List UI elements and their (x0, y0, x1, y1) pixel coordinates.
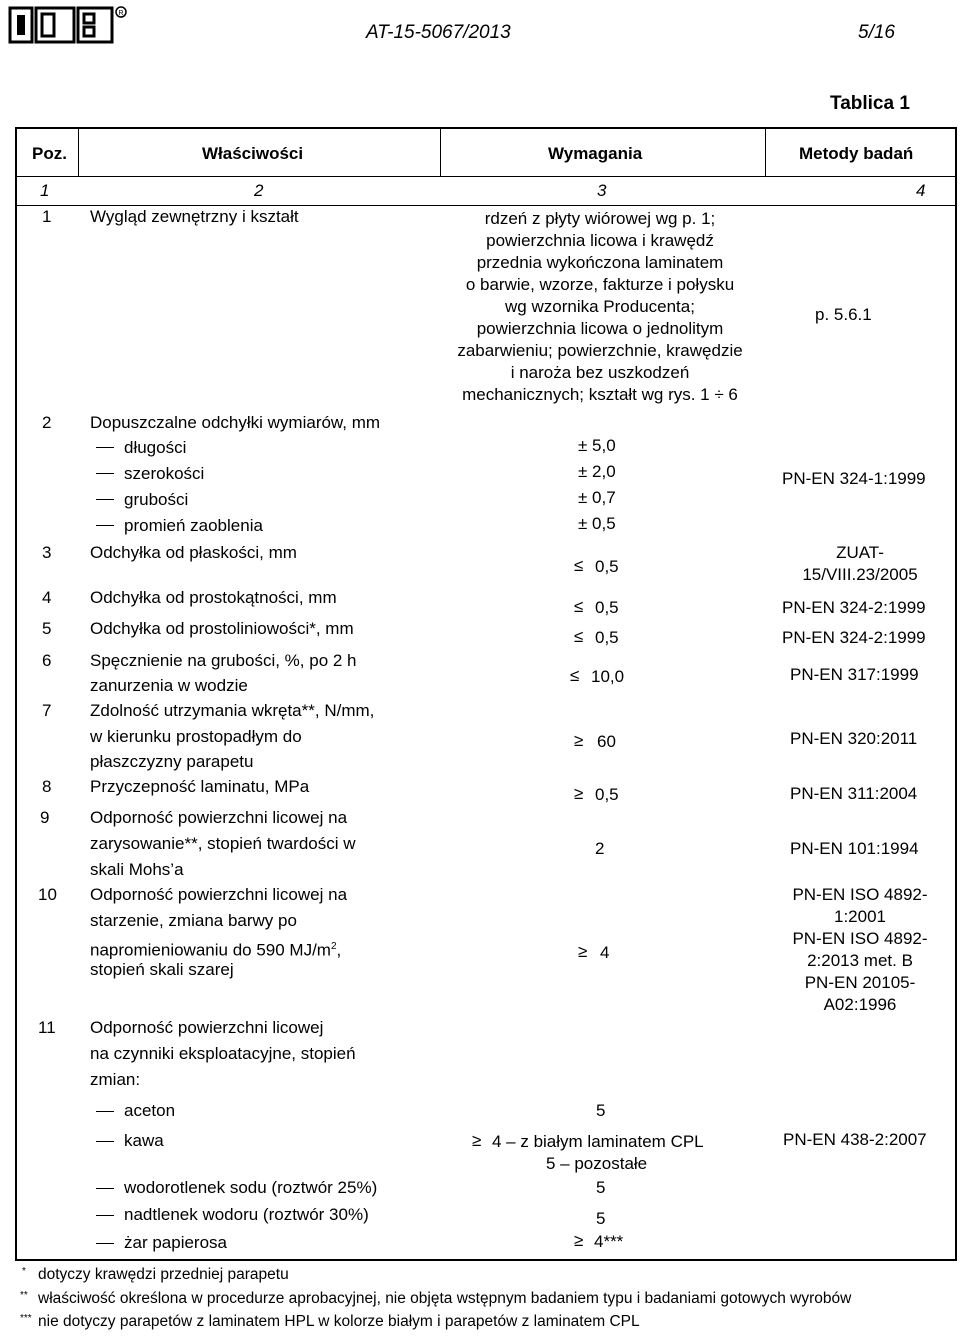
requirement: 60 (597, 732, 616, 751)
property: Odporność powierzchni licowej na (90, 885, 348, 904)
requirement: 4*** (594, 1232, 624, 1251)
requirement: 5 (596, 1101, 606, 1120)
test-method: PN-EN 438-2:2007 (783, 1130, 927, 1149)
sub-property: kawa (124, 1131, 164, 1150)
property: w kierunku prostopadłym do (90, 727, 302, 746)
test-method: ZUAT- (836, 543, 884, 562)
test-method: PN-EN 324-1:1999 (782, 469, 926, 488)
less-equal-icon: ≤ (570, 666, 580, 685)
requirement: 0,5 (595, 557, 619, 576)
property-text: napromieniowaniu do 590 MJ/m (90, 940, 331, 960)
property: zanurzenia w wodzie (90, 676, 248, 695)
row-number: 9 (40, 808, 50, 827)
property: stopień skali szarej (90, 960, 234, 979)
col-number-4: 4 (916, 181, 926, 200)
requirement: ± 5,0 (578, 436, 616, 455)
requirement: 0,5 (595, 785, 619, 804)
header-properties: Właściwości (202, 144, 304, 163)
sub-property: aceton (124, 1101, 176, 1120)
property: Odporność powierzchni licowej (90, 1018, 324, 1037)
header-methods: Metody badań (799, 144, 914, 163)
requirement: ± 0,5 (578, 514, 616, 533)
property (90, 936, 341, 962)
row-number: 4 (42, 588, 52, 607)
greater-equal-icon: ≥ (574, 731, 584, 750)
row-number: 8 (42, 777, 52, 796)
property-text: , (336, 940, 342, 960)
requirement-line: wg wzornika Producenta; (505, 297, 695, 316)
requirement: 4 – z białym laminatem CPL (492, 1132, 704, 1151)
row-number: 10 (38, 885, 57, 904)
dash-icon (96, 473, 114, 474)
requirement-line: przednia wykończona laminatem (476, 253, 724, 272)
test-method: 15/VIII.23/2005 (802, 565, 918, 584)
test-method: PN-EN ISO 4892- (792, 929, 928, 948)
property: Odchyłka od prostoliniowości*, mm (90, 619, 354, 638)
footnote-mark: *** (20, 1313, 32, 1324)
page-number: 5/16 (858, 22, 895, 43)
requirement: 5 (596, 1209, 606, 1228)
greater-equal-icon: ≥ (578, 942, 588, 961)
row-number: 7 (42, 701, 52, 720)
property: skali Mohs’a (90, 860, 184, 879)
footnote-mark: * (22, 1266, 26, 1277)
row-number: 5 (42, 619, 52, 638)
test-method: PN-EN 324-2:1999 (782, 628, 926, 647)
greater-equal-icon: ≥ (574, 784, 584, 803)
less-equal-icon: ≤ (574, 597, 584, 616)
footnote-mark: ** (20, 1290, 28, 1301)
footnote-text: nie dotyczy parapetów z laminatem HPL w kolorze białym i parapetów z laminatem CPL (38, 1313, 640, 1330)
test-method: PN-EN 320:2011 (790, 729, 918, 748)
greater-equal-icon: ≥ (574, 1231, 584, 1250)
property: Dopuszczalne odchyłki wymiarów, mm (90, 413, 381, 432)
sub-property: promień zaoblenia (124, 516, 263, 535)
requirement-line: powierzchnia licowa o jednolitym (476, 319, 724, 338)
requirement-line: zabarwieniu; powierzchnie, krawędzie (457, 341, 743, 360)
document-id: AT-15-5067/2013 (366, 22, 511, 43)
row-number: 1 (42, 207, 52, 226)
dash-icon (96, 1188, 114, 1189)
dash-icon (96, 1215, 114, 1216)
property: Zdolność utrzymania wkręta**, N/mm, (90, 701, 375, 720)
row-number: 6 (42, 651, 52, 670)
superscript: 2 (330, 941, 337, 952)
test-method: PN-EN ISO 4892- (792, 885, 928, 904)
test-method: PN-EN 324-2:1999 (782, 598, 926, 617)
test-method: PN-EN 317:1999 (790, 665, 919, 684)
requirement: 5 – pozostałe (546, 1154, 648, 1173)
dash-icon (96, 447, 114, 448)
less-equal-icon: ≤ (574, 627, 584, 646)
requirement-line: i naroża bez uszkodzeń (510, 363, 690, 382)
requirement-line: powierzchnia licowa i krawędź (486, 231, 714, 250)
itb-logo (8, 4, 128, 44)
requirement: ± 2,0 (578, 462, 616, 481)
test-method: 1:2001 (834, 907, 886, 926)
property: Wygląd zewnętrzny i kształt (90, 207, 299, 226)
property: zarysowanie**, stopień twardości w (90, 834, 356, 853)
col-number-3: 3 (597, 181, 607, 200)
sub-property: długości (124, 438, 187, 457)
test-method: p. 5.6.1 (815, 305, 872, 324)
sub-property: nadtlenek wodoru (roztwór 30%) (124, 1205, 369, 1224)
row-number: 2 (42, 413, 52, 432)
test-method: PN-EN 20105- (804, 973, 916, 992)
sub-property: żar papierosa (124, 1233, 228, 1252)
requirement: 10,0 (591, 667, 625, 686)
footnote-text: dotyczy krawędzi przedniej parapetu (38, 1266, 289, 1283)
property: na czynniki eksploatacyjne, stopień (90, 1044, 356, 1063)
col-number-1: 1 (40, 181, 50, 200)
dash-icon (96, 499, 114, 500)
svg-text:R: R (118, 10, 124, 17)
test-method: PN-EN 101:1994 (790, 839, 919, 858)
dash-icon (96, 1141, 114, 1142)
col-number-2: 2 (254, 181, 264, 200)
property: zmian: (90, 1070, 141, 1089)
sub-property: szerokości (124, 464, 205, 483)
property: Spęcznienie na grubości, %, po 2 h (90, 651, 357, 670)
sub-property: grubości (124, 490, 189, 509)
sub-property: wodorotlenek sodu (roztwór 25%) (124, 1178, 378, 1197)
property: Odporność powierzchni licowej na (90, 808, 348, 827)
header-poz: Poz. (32, 144, 67, 163)
test-method: 2:2013 met. B (807, 951, 913, 970)
greater-equal-icon: ≥ (472, 1131, 482, 1150)
test-method: PN-EN 311:2004 (790, 784, 918, 803)
requirement: 4 (600, 943, 610, 962)
row-number: 11 (38, 1018, 56, 1037)
requirement: ± 0,7 (578, 488, 616, 507)
requirement-line: o barwie, wzorze, fakturze i połysku (465, 275, 735, 294)
header-requirements: Wymagania (548, 144, 643, 163)
dash-icon (96, 525, 114, 526)
requirement-line: mechanicznych; kształt wg rys. 1 ÷ 6 (462, 385, 738, 404)
requirement: 0,5 (595, 598, 619, 617)
table-caption: Tablica 1 (830, 93, 910, 114)
row-number: 3 (42, 543, 52, 562)
requirement: 2 (595, 839, 605, 858)
requirement: 0,5 (595, 628, 619, 647)
test-method: A02:1996 (823, 995, 897, 1014)
less-equal-icon: ≤ (574, 556, 584, 575)
property: płaszczyzny parapetu (90, 752, 254, 771)
footnote-text: właściwość określona w procedurze aprobacyjnej, nie objęta wstępnym badaniem typu i badaniami gotowych wyrobów (38, 1290, 852, 1307)
dash-icon (96, 1243, 114, 1244)
requirement-line: rdzeń z płyty wiórowej wg p. 1; (484, 209, 716, 228)
requirement: 5 (596, 1178, 606, 1197)
property: starzenie, zmiana barwy po (90, 911, 297, 930)
property: Odchyłka od płaskości, mm (90, 543, 297, 562)
property: Przyczepność laminatu, MPa (90, 777, 310, 796)
dash-icon (96, 1111, 114, 1112)
property: Odchyłka od prostokątności, mm (90, 588, 337, 607)
